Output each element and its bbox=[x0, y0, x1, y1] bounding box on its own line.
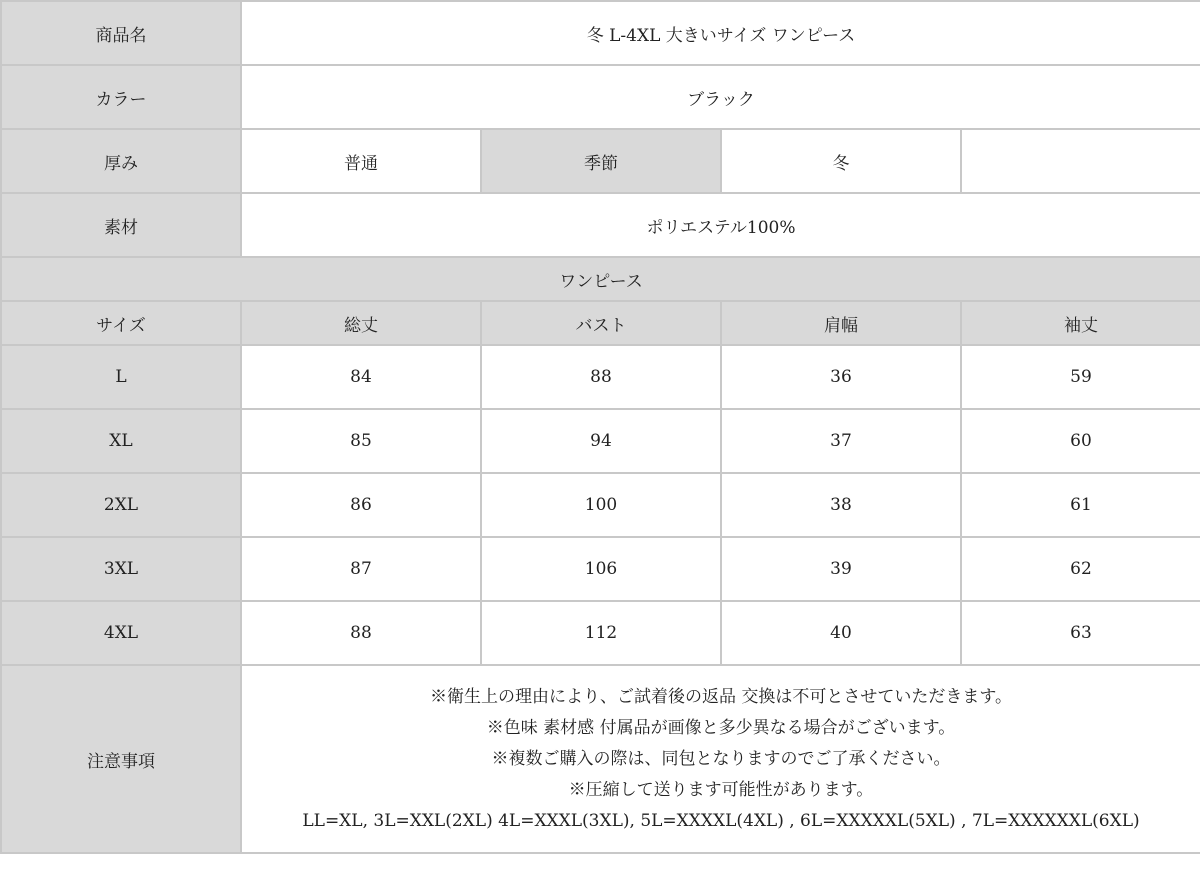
bust-cell: 94 bbox=[481, 409, 721, 473]
note-line: ※色味 素材感 付属品が画像と多少異なる場合がございます。 bbox=[486, 717, 956, 738]
header-length: 総丈 bbox=[241, 301, 481, 345]
shoulder-cell: 39 bbox=[721, 537, 961, 601]
size-section-title: ワンピース bbox=[1, 257, 1200, 301]
thickness-value: 普通 bbox=[241, 129, 481, 193]
length-cell: 85 bbox=[241, 409, 481, 473]
thickness-row bbox=[1, 129, 1200, 193]
sleeve-cell: 62 bbox=[961, 537, 1200, 601]
empty-cell bbox=[961, 129, 1200, 193]
thickness-label: 厚み bbox=[1, 129, 241, 193]
header-shoulder: 肩幅 bbox=[721, 301, 961, 345]
table-row bbox=[1, 345, 1200, 409]
season-label: 季節 bbox=[481, 129, 721, 193]
bust-cell: 88 bbox=[481, 345, 721, 409]
product-name-value: 冬 L-4XL 大きいサイズ ワンピース bbox=[241, 1, 1200, 65]
size-cell: 4XL bbox=[1, 601, 241, 665]
length-cell: 87 bbox=[241, 537, 481, 601]
size-conversion-note: LL=XL, 3L=XXL(2XL) 4L=XXXL(3XL), 5L=XXXXL(4XL) , 6L=XXXXXL(5XL) , 7L=XXXXXXL(6XL) bbox=[302, 810, 1140, 831]
material-row bbox=[1, 193, 1200, 257]
color-row bbox=[1, 65, 1200, 129]
sleeve-cell: 60 bbox=[961, 409, 1200, 473]
shoulder-cell: 38 bbox=[721, 473, 961, 537]
product-name-row bbox=[1, 1, 1200, 65]
sleeve-cell: 61 bbox=[961, 473, 1200, 537]
notes-row bbox=[1, 665, 1200, 853]
note-line: ※衛生上の理由により、ご試着後の返品 交換は不可とさせていただきます。 bbox=[429, 686, 1013, 707]
material-label: 素材 bbox=[1, 193, 241, 257]
note-line: ※複数ご購入の際は、同包となりますのでご了承ください。 bbox=[491, 748, 951, 769]
length-cell: 88 bbox=[241, 601, 481, 665]
table-row bbox=[1, 409, 1200, 473]
size-cell: 3XL bbox=[1, 537, 241, 601]
table-row bbox=[1, 473, 1200, 537]
shoulder-cell: 40 bbox=[721, 601, 961, 665]
bust-cell: 100 bbox=[481, 473, 721, 537]
header-size: サイズ bbox=[1, 301, 241, 345]
color-label: カラー bbox=[1, 65, 241, 129]
sleeve-cell: 59 bbox=[961, 345, 1200, 409]
size-cell: 2XL bbox=[1, 473, 241, 537]
product-name-label: 商品名 bbox=[1, 1, 241, 65]
table-row bbox=[1, 537, 1200, 601]
length-cell: 84 bbox=[241, 345, 481, 409]
header-sleeve: 袖丈 bbox=[961, 301, 1200, 345]
size-section-row bbox=[1, 257, 1200, 301]
length-cell: 86 bbox=[241, 473, 481, 537]
bust-cell: 106 bbox=[481, 537, 721, 601]
material-value: ポリエステル100% bbox=[241, 193, 1200, 257]
notes-label: 注意事項 bbox=[1, 665, 241, 853]
color-value: ブラック bbox=[241, 65, 1200, 129]
shoulder-cell: 37 bbox=[721, 409, 961, 473]
sleeve-cell: 63 bbox=[961, 601, 1200, 665]
size-cell: XL bbox=[1, 409, 241, 473]
season-value: 冬 bbox=[721, 129, 961, 193]
note-line: ※圧縮して送ります可能性があります。 bbox=[568, 779, 874, 800]
header-bust: バスト bbox=[481, 301, 721, 345]
size-header-row bbox=[1, 301, 1200, 345]
size-cell: L bbox=[1, 345, 241, 409]
notes-content bbox=[241, 665, 1200, 853]
bust-cell: 112 bbox=[481, 601, 721, 665]
shoulder-cell: 36 bbox=[721, 345, 961, 409]
table-row bbox=[1, 601, 1200, 665]
